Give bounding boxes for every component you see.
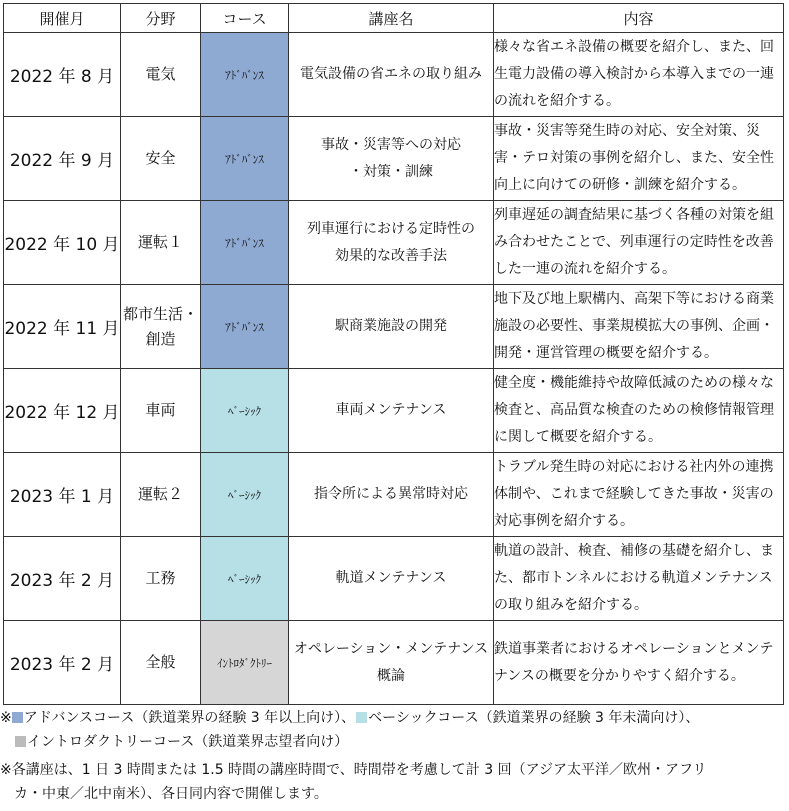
course-cell: ｱﾄﾞﾊﾞﾝｽ bbox=[201, 285, 289, 369]
course-schedule-table bbox=[3, 3, 784, 705]
footnote-legend-line-1 bbox=[0, 706, 786, 730]
date-cell: 2023 年 2 月 bbox=[4, 621, 121, 705]
advanced-legend-text: アドバンスコース（鉄道業界の経験 3 年以上向け）、 bbox=[23, 710, 356, 726]
intro-legend-swatch bbox=[15, 736, 26, 747]
lecture-cell: 電気設備の省エネの取り組み bbox=[289, 33, 494, 117]
table-row bbox=[4, 537, 784, 621]
field-cell: 都市生活・ 創造 bbox=[121, 285, 201, 369]
content-cell: 健全度・機能維持や故障低減のための様々な検査と、高品質な検査のための検修情報管理に関して概要を紹介する。 bbox=[494, 369, 784, 453]
basic-legend-text: ベーシックコース（鉄道業界の経験 3 年未満向け）、 bbox=[368, 710, 700, 726]
lecture-cell: 事故・災害等への対応 ・対策・訓練 bbox=[289, 117, 494, 201]
footnote-schedule-line-1: ※各講座は、1 日 3 時間または 1.5 時間の講座時間で、時間帯を考慮して計 3 回（アジア太平洋／欧州・アフリ bbox=[0, 762, 707, 778]
content-cell: 列車遅延の調査結果に基づく各種の対策を組み合わせたことで、列車運行の定時性を改善した一連の流れを紹介する。 bbox=[494, 201, 784, 285]
date-cell: 2022 年 10 月 bbox=[4, 201, 121, 285]
header-course: コース bbox=[201, 4, 289, 33]
header-lecture: 講座名 bbox=[289, 4, 494, 33]
field-cell: 電気 bbox=[121, 33, 201, 117]
course-cell: ﾍﾞｰｼｯｸ bbox=[201, 537, 289, 621]
date-cell: 2023 年 2 月 bbox=[4, 537, 121, 621]
lecture-cell: 車両メンテナンス bbox=[289, 369, 494, 453]
footnote-legend-line-2 bbox=[0, 730, 786, 754]
course-cell: ｱﾄﾞﾊﾞﾝｽ bbox=[201, 117, 289, 201]
field-cell: 工務 bbox=[121, 537, 201, 621]
course-cell: ｱﾄﾞﾊﾞﾝｽ bbox=[201, 33, 289, 117]
lecture-cell: オペレーション・メンテナンス 概論 bbox=[289, 621, 494, 705]
field-cell: 運転１ bbox=[121, 201, 201, 285]
date-cell: 2022 年 12 月 bbox=[4, 369, 121, 453]
table-row bbox=[4, 285, 784, 369]
header-date: 開催月 bbox=[4, 4, 121, 33]
content-cell: 軌道の設計、検査、補修の基礎を紹介し、また、都市トンネルにおける軌道メンテナンスの取り組みを紹介する。 bbox=[494, 537, 784, 621]
lecture-cell: 軌道メンテナンス bbox=[289, 537, 494, 621]
content-cell: 様々な省エネ設備の概要を紹介し、また、回生電力設備の導入検討から本導入までの一連の流れを紹介する。 bbox=[494, 33, 784, 117]
date-cell: 2022 年 8 月 bbox=[4, 33, 121, 117]
note-mark: ※ bbox=[0, 710, 12, 726]
date-cell: 2023 年 1 月 bbox=[4, 453, 121, 537]
course-cell: ｲﾝﾄﾛﾀﾞｸﾄﾘｰ bbox=[201, 621, 289, 705]
course-cell: ｱﾄﾞﾊﾞﾝｽ bbox=[201, 201, 289, 285]
table-row bbox=[4, 201, 784, 285]
lecture-cell: 列車運行における定時性の 効果的な改善手法 bbox=[289, 201, 494, 285]
footnote-schedule-line-2: カ・中東／北中南米）、各日同内容で開催します。 bbox=[14, 786, 328, 802]
header-content: 内容 bbox=[494, 4, 784, 33]
field-cell: 車両 bbox=[121, 369, 201, 453]
footnotes bbox=[0, 706, 786, 806]
table-row bbox=[4, 117, 784, 201]
table-row bbox=[4, 453, 784, 537]
lecture-cell: 駅商業施設の開発 bbox=[289, 285, 494, 369]
table-header-row bbox=[4, 4, 784, 33]
content-cell: 事故・災害等発生時の対応、安全対策、災害・テロ対策の事例を紹介し、また、安全性向上に向けての研修・訓練を紹介する。 bbox=[494, 117, 784, 201]
field-cell: 運転２ bbox=[121, 453, 201, 537]
course-cell: ﾍﾞｰｼｯｸ bbox=[201, 453, 289, 537]
lecture-cell: 指令所による異常時対応 bbox=[289, 453, 494, 537]
content-cell: 鉄道事業者におけるオペレーションとメンテナンスの概要を分かりやすく紹介する。 bbox=[494, 621, 784, 705]
table-row bbox=[4, 621, 784, 705]
field-cell: 安全 bbox=[121, 117, 201, 201]
intro-legend-text: イントロダクトリーコース（鉄道業界志望者向け） bbox=[27, 734, 349, 750]
course-cell: ﾍﾞｰｼｯｸ bbox=[201, 369, 289, 453]
table-row bbox=[4, 369, 784, 453]
content-cell: 地下及び地上駅構内、高架下等における商業施設の必要性、事業規模拡大の事例、企画・開発・運営管理の概要を紹介する。 bbox=[494, 285, 784, 369]
date-cell: 2022 年 9 月 bbox=[4, 117, 121, 201]
header-field: 分野 bbox=[121, 4, 201, 33]
table-row bbox=[4, 33, 784, 117]
advanced-legend-swatch bbox=[12, 712, 23, 723]
basic-legend-swatch bbox=[356, 712, 367, 723]
table-body bbox=[4, 33, 784, 705]
date-cell: 2022 年 11 月 bbox=[4, 285, 121, 369]
field-cell: 全般 bbox=[121, 621, 201, 705]
content-cell: トラブル発生時の対応における社内外の連携体制や、これまで経験してきた事故・災害の対応事例を紹介する。 bbox=[494, 453, 784, 537]
